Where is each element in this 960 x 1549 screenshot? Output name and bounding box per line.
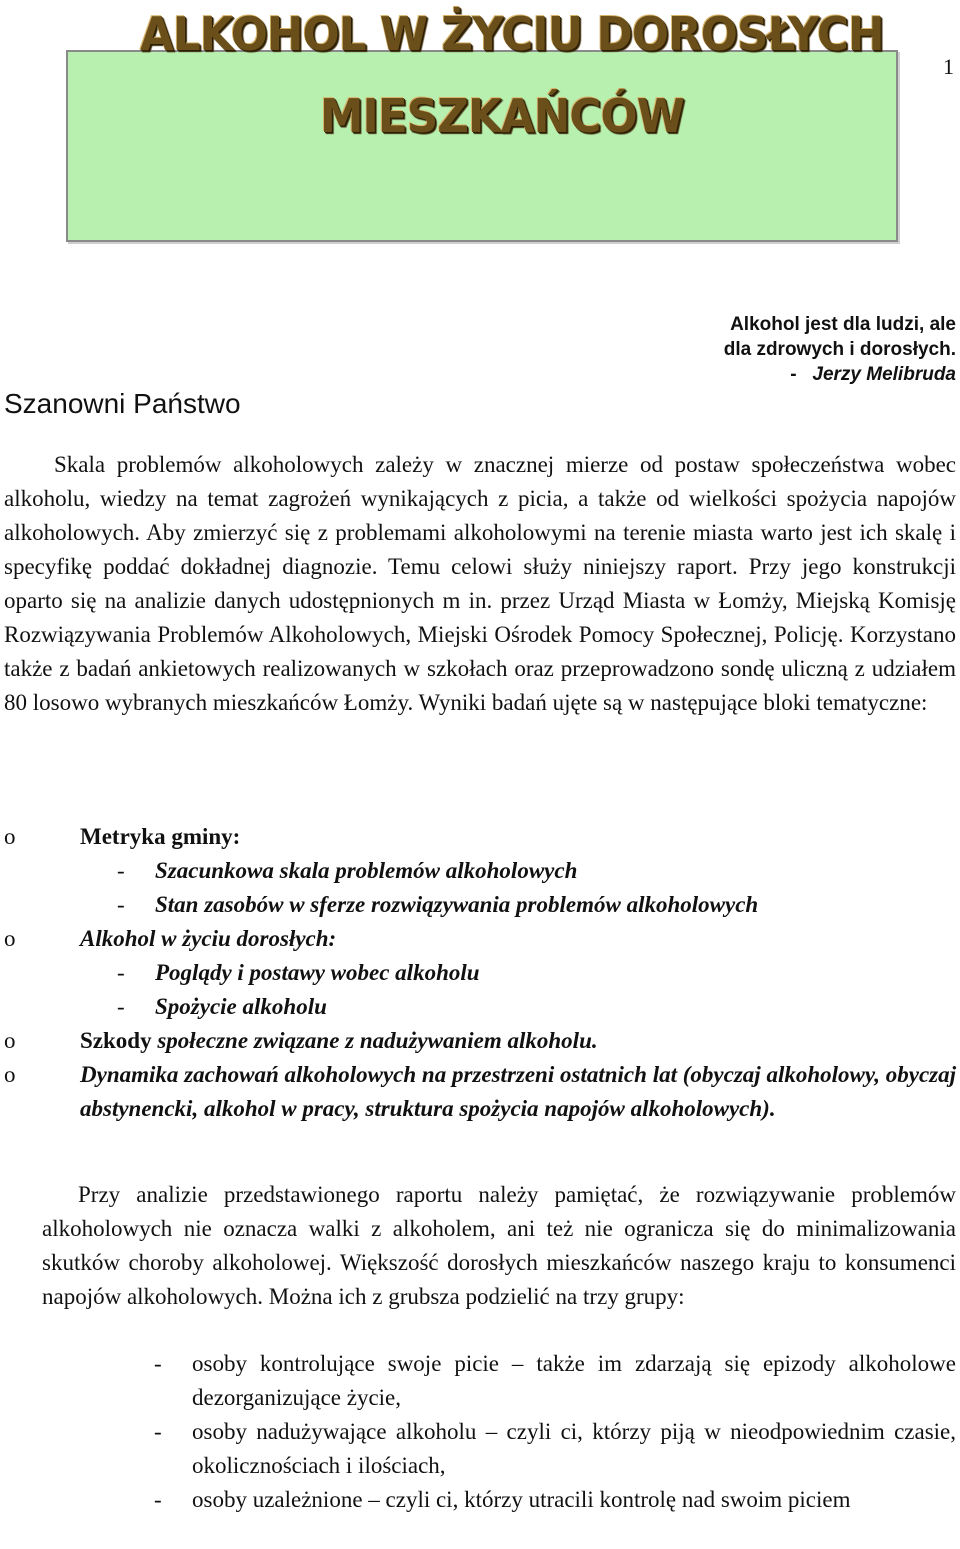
bullet-marker: o [4, 1062, 16, 1087]
subtopic-label: Poglądy i postawy wobec alkoholu [155, 960, 480, 985]
group-item [42, 1347, 956, 1415]
dash-marker: - [117, 960, 125, 985]
subtopic-list [80, 956, 956, 1024]
motto-author-line [724, 362, 956, 387]
topic-item [4, 1058, 956, 1126]
dash-marker: - [154, 1419, 162, 1444]
motto-author: Jerzy Melibruda [812, 364, 956, 385]
subtopic-list [80, 854, 956, 922]
subtopic-label: Stan zasobów w sferze rozwiązywania problemów alkoholowych [155, 892, 759, 917]
bullet-marker: o [4, 824, 16, 849]
dash-marker: - [117, 994, 125, 1019]
intro-paragraph: Skala problemów alkoholowych zależy w znacznej mierze od postaw społeczeństwa wobec alkoholu, wiedzy na temat zagrożeń wynikających z picia, a także od wielkości spożycia napojów alkoholowych. Aby zmierzyć się z problemami alkoholowymi na terenie miasta warto jest ich skalę i specyfikę poddać dokładnej diagnozie. Temu celowi służy niniejszy raport. Przy jego konstrukcji oparto się na analizie danych udostępnionych m in. przez Urząd Miasta w Łomży, Miejską Komisję Rozwiązywania Problemów Alkoholowych, Miejski Ośrodek Pomocy Społecznej, Policję. Korzystano także z badań ankietowych realizowanych w szkołach oraz przeprowadzono sondę uliczną z udziałem 80 losowo wybranych mieszkańców Łomży. Wyniki badań ujęte są w następujące bloki tematyczne: [4, 452, 956, 715]
topic-item [4, 820, 956, 922]
bullet-marker: o [4, 926, 16, 951]
topic-label: Metryka gminy: [80, 824, 241, 849]
topic-item [4, 922, 956, 1024]
group-text: osoby nadużywające alkoholu – czyli ci, którzy piją w nieodpowiednim czasie, okolicznościach i ilościach, [192, 1419, 956, 1478]
subtopic-item [80, 888, 956, 922]
groups-list [42, 1347, 956, 1517]
title-banner-box [66, 50, 898, 242]
title-line-2: MIESZKAŃCÓW [320, 89, 684, 143]
group-item [42, 1415, 956, 1483]
subtopic-item [80, 990, 956, 1024]
motto-line-2: dla zdrowych i dorosłych. [723, 339, 956, 360]
subtopic-item [80, 956, 956, 990]
title-line-1: ALKOHOL W ŻYCIU DOROSŁYCH [140, 7, 884, 61]
bullet-marker: o [4, 1028, 16, 1053]
subtopic-label: Spożycie alkoholu [155, 994, 327, 1019]
dash-marker: - [154, 1487, 162, 1512]
dash-marker: - [117, 892, 125, 917]
group-item [42, 1483, 956, 1517]
group-text: osoby uzależnione – czyli ci, którzy utracili kontrolę nad swoim piciem [192, 1487, 851, 1512]
motto-line-1: Alkohol jest dla ludzi, ale [730, 314, 956, 335]
topic-label: Alkohol w życiu dorosłych: [80, 926, 337, 951]
subtopic-item [80, 854, 956, 888]
topic-label-bold: Szkody [80, 1028, 158, 1053]
dash-marker: - [117, 858, 125, 883]
topic-label: Dynamika zachowań alkoholowych na przestrzeni ostatnich lat (obyczaj alkoholowy, obyczaj abstynencki, alkohol w pracy, struktura spożycia napojów alkoholowych). [80, 1062, 956, 1121]
subtopic-label: Szacunkowa skala problemów alkoholowych [155, 858, 578, 883]
motto [724, 312, 956, 387]
motto-dash: - [790, 364, 797, 385]
group-text: osoby kontrolujące swoje picie – także im zdarzają się epizody alkoholowe dezorganizujące życie, [192, 1351, 956, 1410]
topics-list [4, 820, 956, 1126]
topic-item [4, 1024, 956, 1058]
page-number: 1 [943, 54, 954, 79]
salutation: Szanowni Państwo [4, 388, 241, 419]
analysis-paragraph: Przy analizie przedstawionego raportu należy pamiętać, że rozwiązywanie problemów alkoholowych nie oznacza walki z alkoholem, ani też nie ogranicza się do minimalizowania skutków choroby alkoholowej. Większość dorosłych mieszkańców naszego kraju to konsumenci napojów alkoholowych. Można ich z grubsza podzielić na trzy grupy: [42, 1182, 956, 1309]
dash-marker: - [154, 1351, 162, 1376]
topic-label-bold-italic: społeczne związane z nadużywaniem alkoholu. [157, 1028, 598, 1053]
